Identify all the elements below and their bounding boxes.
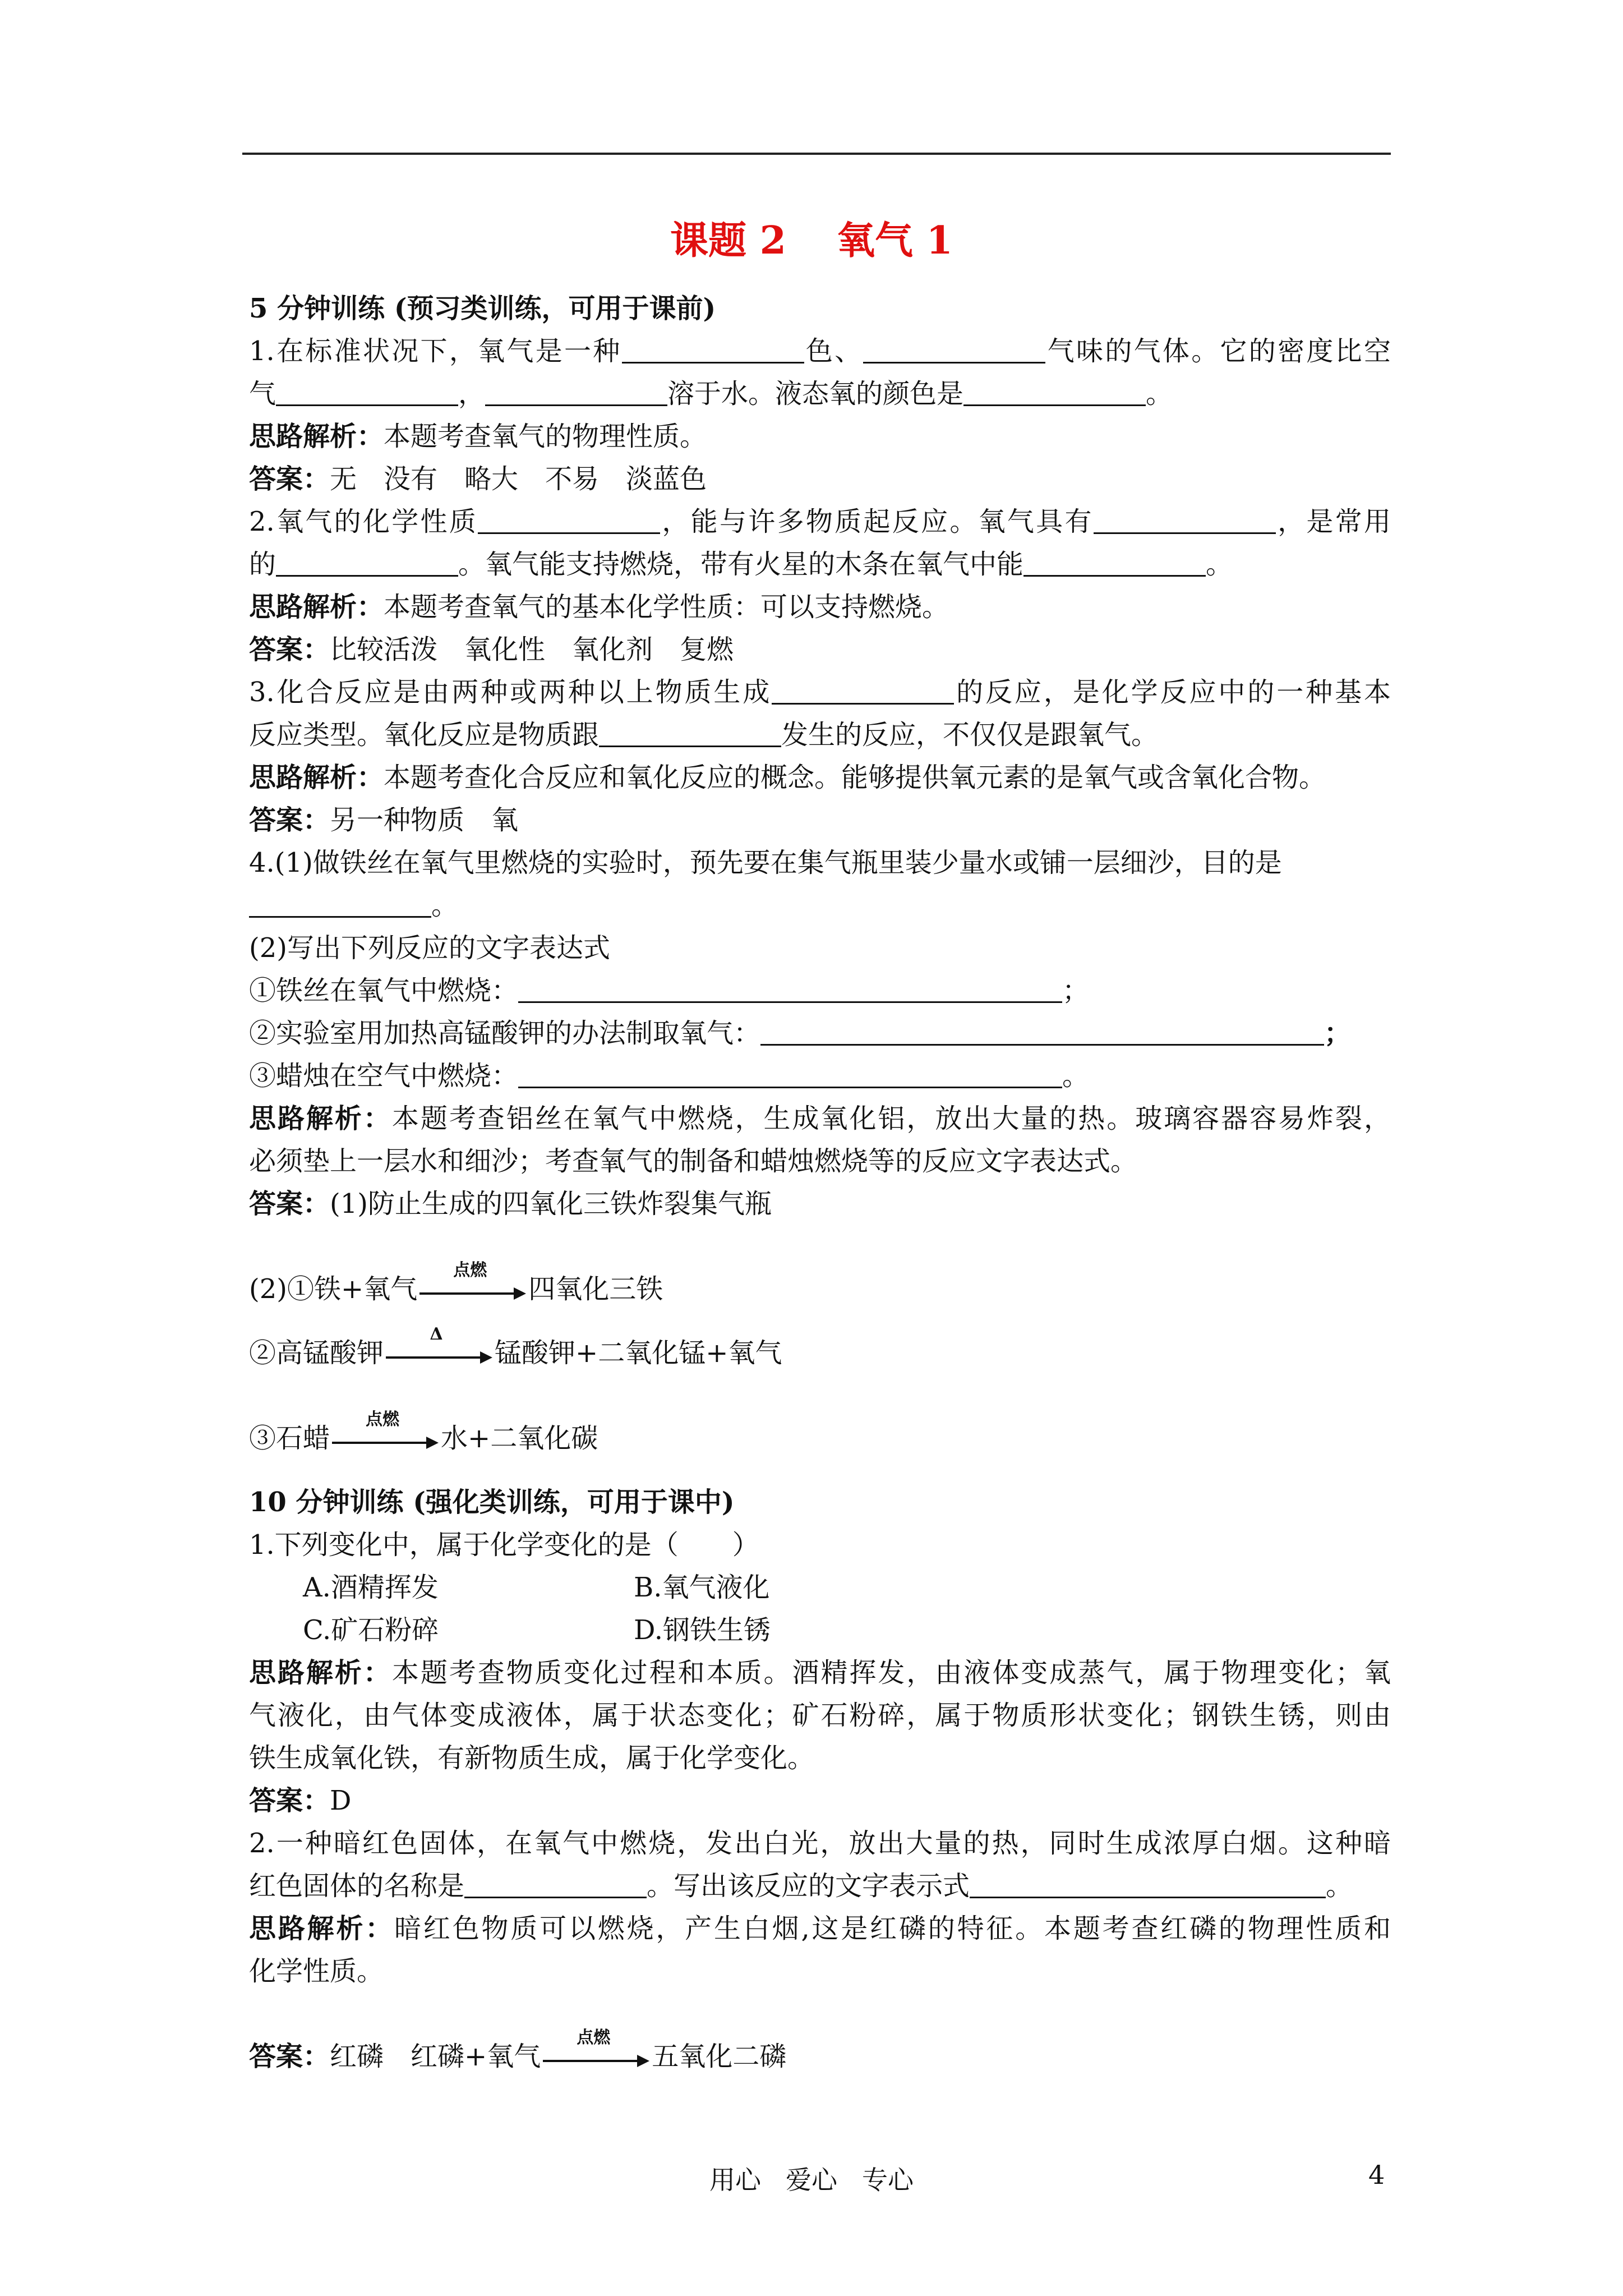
analysis-text: 本题考查化合反应和氧化反应的概念。能够提供氧元素的是氧气或含氧化合物。 xyxy=(384,762,1326,793)
question-s2-1-analysis-line-2: 气液化，由气体变成液体，属于状态变化；矿石粉碎，属于物质形状变化；钢铁生锈，则由 xyxy=(249,1700,1391,1731)
question-4-line-2 xyxy=(249,884,1391,927)
reaction-condition: 点燃 xyxy=(577,2027,611,2047)
reaction-2-line xyxy=(249,1012,1391,1055)
reaction-condition: 点燃 xyxy=(453,1260,487,1280)
option-d[interactable]: D.钢铁生锈 xyxy=(634,1614,771,1646)
analysis-text: 本题考查氧气的基本化学性质：可以支持燃烧。 xyxy=(384,591,949,623)
question-2-line-2 xyxy=(249,543,1391,586)
text: ③蜡烛在空气中燃烧： xyxy=(249,1060,519,1092)
section-heading-10min: 10 分钟训练 (强化类训练，可用于课中) xyxy=(249,1487,735,1518)
title-topic: 课题 2 xyxy=(670,218,786,263)
answer-blank[interactable] xyxy=(478,508,660,534)
answer-blank[interactable] xyxy=(622,337,804,364)
text: 3.化合反应是由两种或两种以上物质生成 xyxy=(249,677,772,708)
text: 2.氧气的化学性质 xyxy=(249,506,478,537)
analysis-label: 思路解析： xyxy=(249,1657,392,1688)
text: 气味的气体。它的密度比空 xyxy=(1045,335,1391,367)
reactants: ③石蜡 xyxy=(249,1423,330,1454)
option-a[interactable]: A.酒精挥发 xyxy=(303,1572,439,1603)
text: 。 xyxy=(1326,1870,1353,1902)
question-2-answer xyxy=(249,628,1391,671)
question-2-line-1 xyxy=(249,500,1391,543)
question-1-line-1 xyxy=(249,330,1391,372)
answer-blank[interactable] xyxy=(599,721,781,747)
text: ； xyxy=(1324,1018,1352,1049)
text: 。氧气能支持燃烧，带有火星的木条在氧气中能 xyxy=(458,549,1024,580)
products: 锰酸钾+二氧化锰+氧气 xyxy=(495,1337,782,1369)
answer-text: 比较活泼 氧化性 氧化剂 复燃 xyxy=(330,634,734,665)
equation-3 xyxy=(249,1396,1391,1481)
answer-blank[interactable] xyxy=(970,1872,1326,1898)
answer-blank[interactable] xyxy=(772,678,954,705)
question-s2-1-analysis-line-1 xyxy=(249,1651,1391,1694)
text: ②实验室用加热高锰酸钾的办法制取氧气： xyxy=(249,1018,761,1049)
text: 。 xyxy=(1206,549,1233,580)
options-row-1 xyxy=(249,1566,1391,1609)
text: 的 xyxy=(249,549,276,580)
answer-label: 答案： xyxy=(249,804,330,836)
footer-word-3: 专心 xyxy=(862,2165,914,2195)
text: ，是常用 xyxy=(1275,506,1391,537)
answer-text: 无 没有 略大 不易 淡蓝色 xyxy=(330,463,707,495)
question-s2-2-analysis-line-1 xyxy=(249,1907,1391,1950)
answer-text: D xyxy=(330,1785,352,1816)
analysis-text: 暗红色物质可以燃烧，产生白烟,这是红磷的特征。本题考查红磷的物理性质和 xyxy=(394,1913,1391,1944)
text: ； xyxy=(1062,975,1090,1006)
answer-label: 答案： xyxy=(249,2041,330,2072)
text: 。 xyxy=(1062,1060,1090,1092)
products: 五氧化二磷 xyxy=(652,2041,787,2072)
text: 的反应，是化学反应中的一种基本 xyxy=(954,677,1391,708)
answer-blank[interactable] xyxy=(464,1872,647,1898)
title-name: 氧气 1 xyxy=(837,218,953,263)
answer-label: 答案： xyxy=(249,463,330,495)
answer-blank[interactable] xyxy=(518,977,1062,1003)
question-s2-1-stem: 1.下列变化中，属于化学变化的是（ ） xyxy=(249,1529,759,1561)
analysis-label: 思路解析： xyxy=(249,591,384,623)
reactants: 红磷 红磷+氧气 xyxy=(330,2041,541,2072)
reaction-arrow xyxy=(386,1324,492,1366)
analysis-label: 思路解析： xyxy=(249,762,384,793)
answer-blank[interactable] xyxy=(963,380,1146,406)
text: 发生的反应，不仅仅是跟氧气。 xyxy=(781,719,1159,751)
question-3-analysis xyxy=(249,756,1391,799)
option-b[interactable]: B.氧气液化 xyxy=(634,1572,770,1603)
text: ，能与许多物质起反应。氧气具有 xyxy=(660,506,1094,537)
answer-blank[interactable] xyxy=(1094,508,1276,534)
question-s2-2-analysis-line-2: 化学性质。 xyxy=(249,1955,384,1987)
answer-blank[interactable] xyxy=(863,337,1045,364)
question-3-answer xyxy=(249,799,1391,841)
answer-blank[interactable] xyxy=(249,891,431,918)
question-4-line-1: 4.(1)做铁丝在氧气里燃烧的实验时，预先要在集气瓶里装少量水或铺一层细沙，目的是 xyxy=(249,847,1282,878)
text: 红色固体的名称是 xyxy=(249,1870,465,1902)
answer-text: 另一种物质 氧 xyxy=(330,804,519,836)
document-body xyxy=(249,287,1391,2078)
question-1-answer xyxy=(249,458,1391,500)
answer-blank[interactable] xyxy=(1023,550,1206,577)
reaction-condition: 点燃 xyxy=(366,1409,400,1429)
text: 。 xyxy=(1146,378,1173,409)
equation-1 xyxy=(249,1225,1391,1310)
reactants: (2)①铁+氧气 xyxy=(249,1273,418,1305)
footer-word-2: 爱心 xyxy=(786,2165,837,2195)
text: 色、 xyxy=(804,335,864,367)
answer-blank[interactable] xyxy=(518,1062,1062,1088)
answer-blank[interactable] xyxy=(760,1019,1324,1046)
question-1-line-2 xyxy=(249,372,1391,415)
page-number: 4 xyxy=(1368,2160,1385,2190)
reaction-1-line xyxy=(249,969,1391,1012)
answer-blank[interactable] xyxy=(276,380,458,406)
products: 水+二氧化碳 xyxy=(441,1423,598,1454)
section-heading-5min: 5 分钟训练 (预习类训练，可用于课前) xyxy=(249,293,716,324)
reactants: ②高锰酸钾 xyxy=(249,1337,384,1369)
analysis-text: 本题考查物质变化过程和本质。酒精挥发，由液体变成蒸气，属于物理变化；氧 xyxy=(391,1657,1391,1688)
header-rule xyxy=(242,153,1391,155)
reaction-3-line xyxy=(249,1055,1391,1097)
question-s2-2-line-2 xyxy=(249,1865,1391,1907)
answer-blank[interactable] xyxy=(276,550,458,577)
reaction-arrow xyxy=(332,1409,439,1452)
answer-label: 答案： xyxy=(249,1785,330,1816)
analysis-text: 本题考查氧气的物理性质。 xyxy=(384,421,707,452)
text: 1.在标准状况下，氧气是一种 xyxy=(249,335,622,367)
answer-label: 答案： xyxy=(249,1188,330,1220)
analysis-label: 思路解析： xyxy=(249,1103,392,1134)
reaction-arrow xyxy=(419,1260,526,1303)
answer-text: (1)防止生成的四氧化三铁炸裂集气瓶 xyxy=(330,1188,772,1220)
answer-label: 答案： xyxy=(249,634,330,665)
footer-word-1: 用心 xyxy=(709,2165,761,2195)
text: 。写出该反应的文字表示式 xyxy=(647,1870,970,1902)
analysis-label: 思路解析： xyxy=(249,421,384,452)
question-s2-2-line-1: 2.一种暗红色固体，在氧气中燃烧，发出白光，放出大量的热，同时生成浓厚白烟。这种暗 xyxy=(249,1828,1391,1859)
question-4-analysis-line-1 xyxy=(249,1097,1391,1140)
text: 溶于水。液态氧的颜色是 xyxy=(667,378,964,409)
text: ， xyxy=(458,378,486,409)
text: 。 xyxy=(431,890,459,921)
text: ①铁丝在氧气中燃烧： xyxy=(249,975,519,1006)
option-c[interactable]: C.矿石粉碎 xyxy=(303,1614,439,1646)
question-4-answer-line-1 xyxy=(249,1182,1391,1225)
question-s2-2-answer xyxy=(249,1993,1391,2078)
reaction-condition: Δ xyxy=(430,1324,443,1344)
question-1-analysis xyxy=(249,415,1391,458)
question-s2-1-analysis-line-3: 铁生成氧化铁，有新物质生成，属于化学变化。 xyxy=(249,1742,815,1774)
question-3-line-1 xyxy=(249,671,1391,714)
question-4-subpart-2: (2)写出下列反应的文字表达式 xyxy=(249,932,610,964)
text: 气 xyxy=(249,378,276,409)
options-row-2 xyxy=(249,1609,1391,1651)
page-title xyxy=(0,210,1623,265)
question-4-analysis-line-2: 必须垫上一层水和细沙；考查氧气的制备和蜡烛燃烧等的反应文字表达式。 xyxy=(249,1145,1138,1177)
analysis-label: 思路解析： xyxy=(249,1913,395,1944)
text: 反应类型。氧化反应是物质跟 xyxy=(249,719,600,751)
answer-blank[interactable] xyxy=(485,380,667,406)
question-s2-1-answer xyxy=(249,1779,1391,1822)
products: 四氧化三铁 xyxy=(528,1273,663,1305)
equation-2 xyxy=(249,1310,1391,1396)
reaction-arrow xyxy=(543,2027,649,2070)
question-2-analysis xyxy=(249,586,1391,628)
question-3-line-2 xyxy=(249,714,1391,756)
analysis-text: 本题考查铝丝在氧气中燃烧，生成氧化铝，放出大量的热。玻璃容器容易炸裂， xyxy=(391,1103,1391,1134)
